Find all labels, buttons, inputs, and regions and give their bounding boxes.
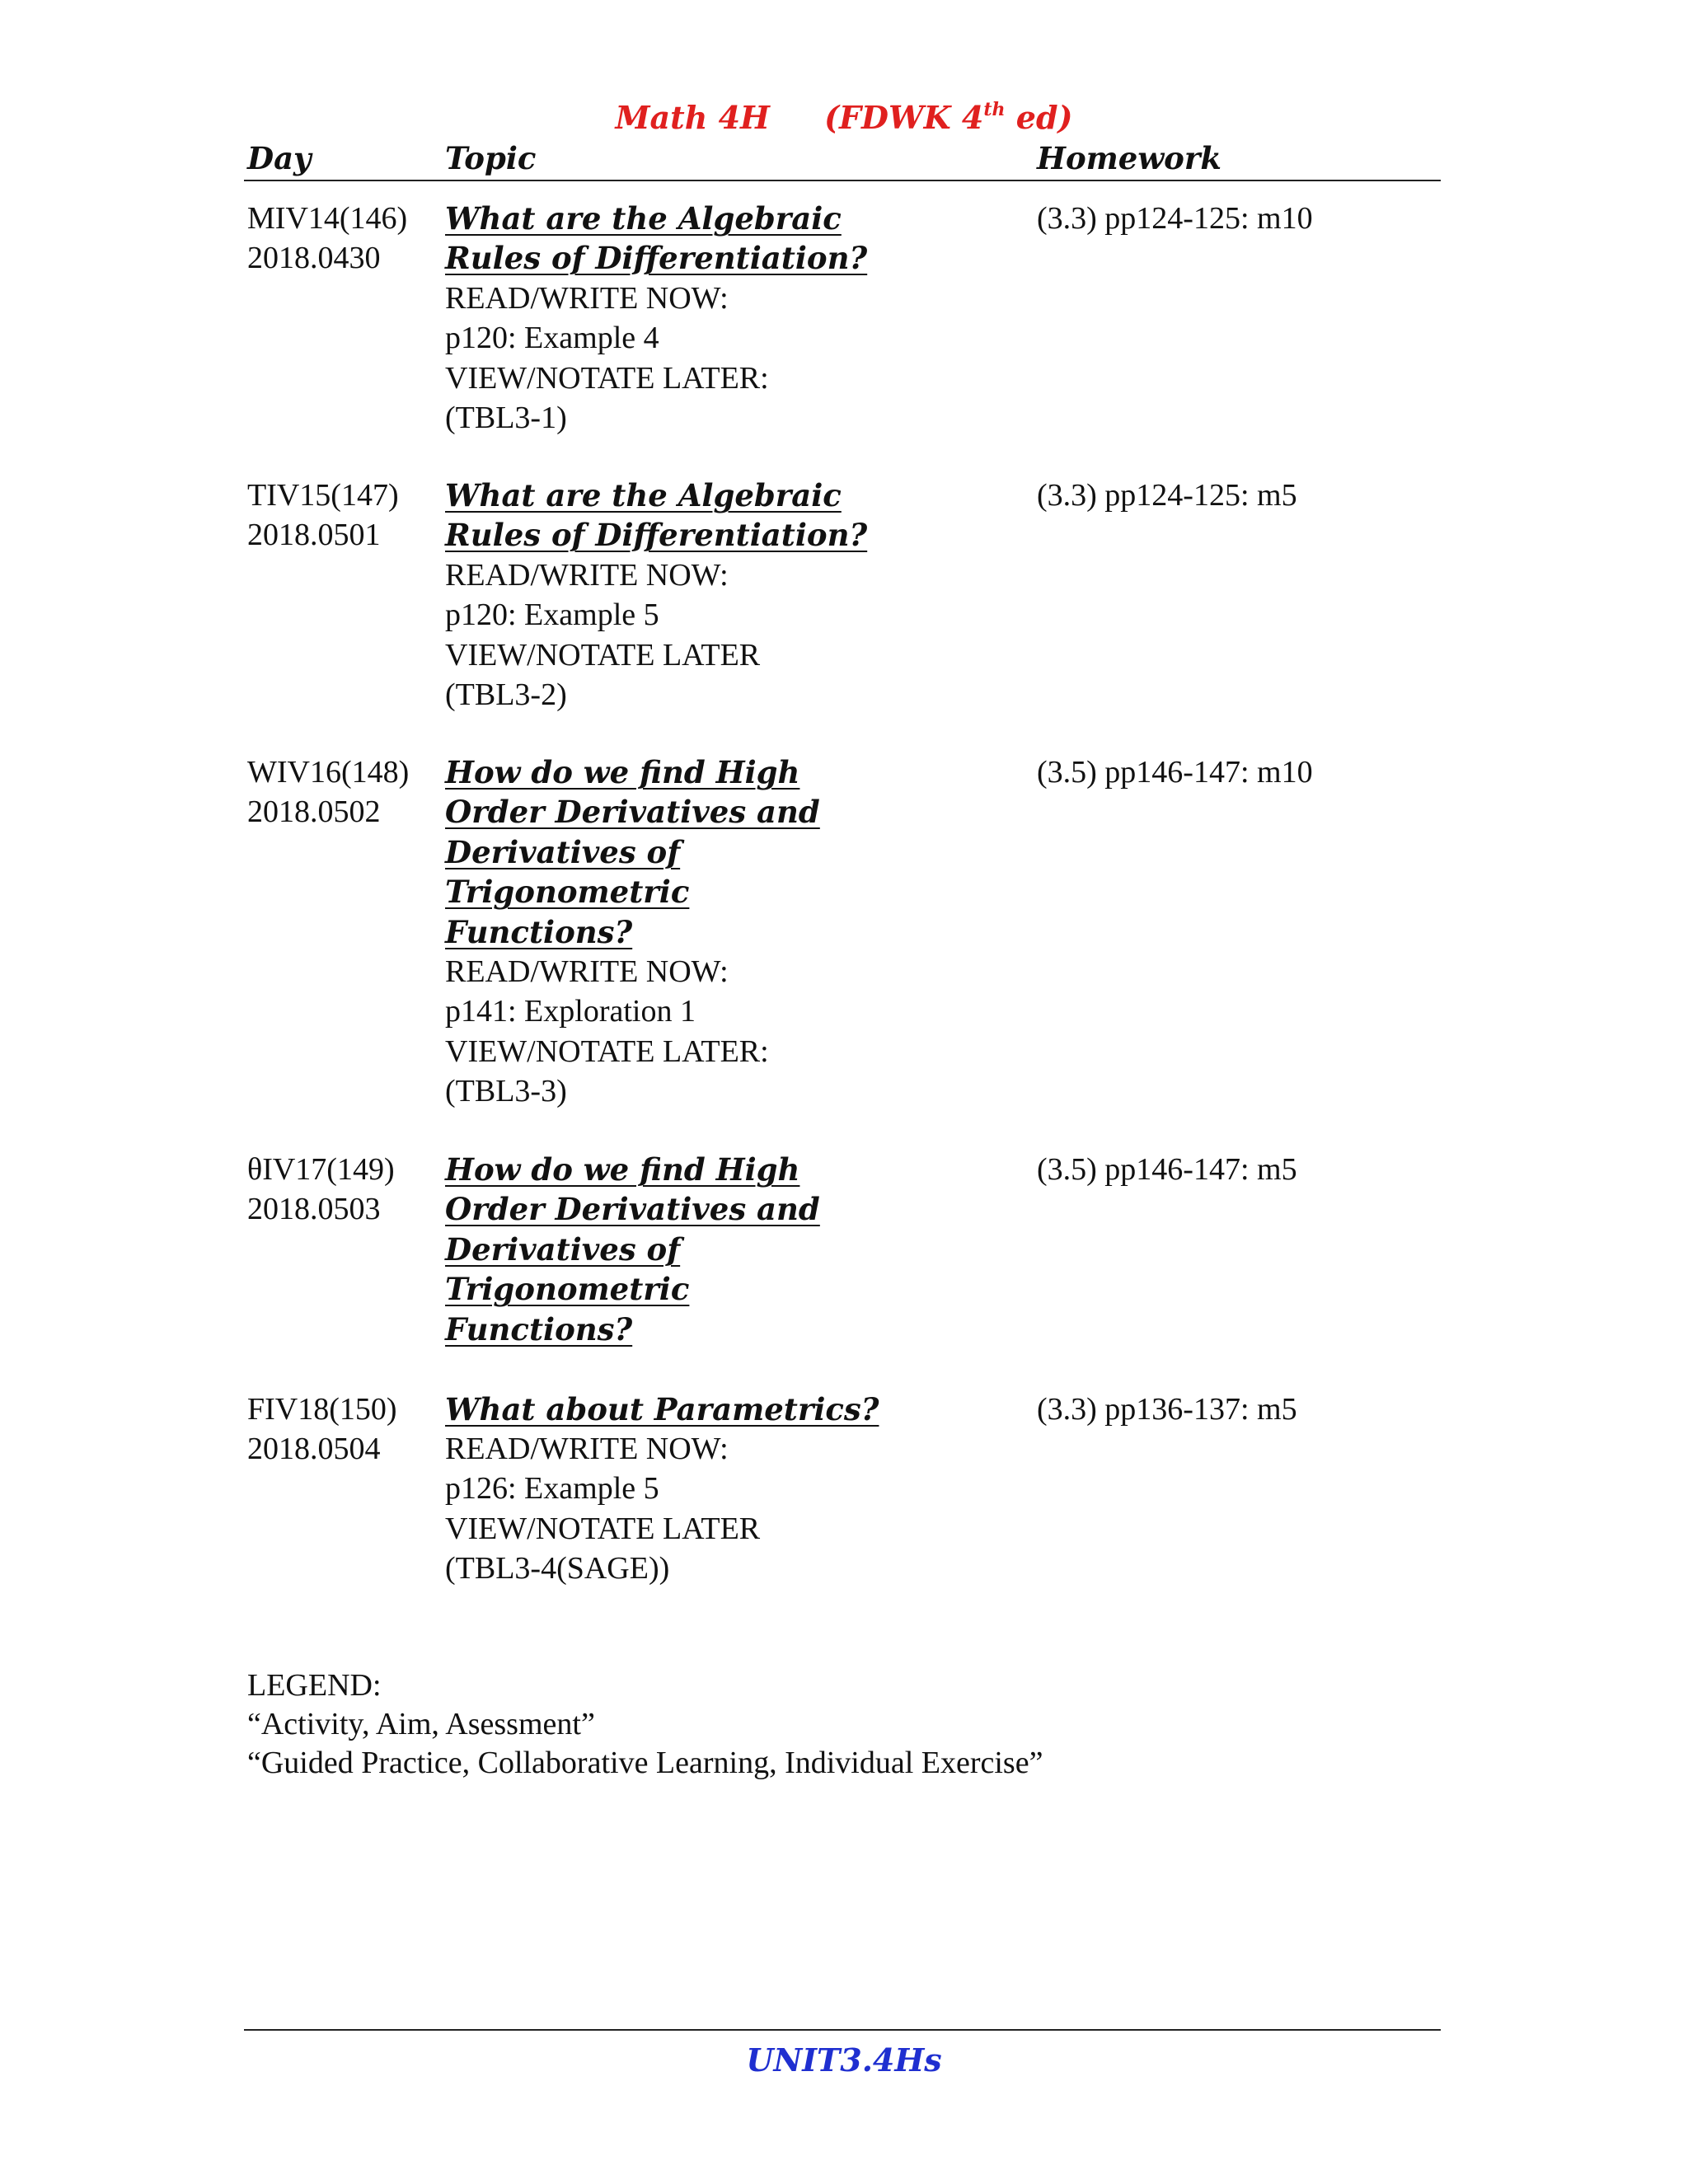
day-date: 2018.0501 <box>247 518 381 552</box>
topic-notes <box>445 279 769 438</box>
topic-question-line: Functions? <box>445 1310 633 1347</box>
day-code: MIV14(146) <box>247 201 408 236</box>
day-code: FIV18(150) <box>247 1392 397 1427</box>
day-code: WIV16(148) <box>247 755 410 790</box>
topic-question-line: What about Parametrics? <box>445 1391 879 1427</box>
note-line: (TBL3-1) <box>445 401 567 436</box>
column-header-topic: Topic <box>445 140 537 176</box>
topic-question-line: Derivatives of <box>445 1230 681 1268</box>
homework-cell: (3.3) pp124-125: m10 <box>1037 201 1313 236</box>
topic-question-line: Order Derivatives and <box>445 1191 820 1228</box>
homework-cell: (3.5) pp146-147: m10 <box>1037 755 1313 790</box>
topic-question-line: Rules of Differentiation? <box>445 517 868 554</box>
day-date: 2018.0502 <box>247 794 381 829</box>
note-line: p126: Example 5 <box>445 1471 659 1507</box>
topic-cell <box>445 752 820 952</box>
day-code: θIV17(149) <box>247 1152 395 1187</box>
topic-notes <box>445 952 769 1112</box>
homework-cell: (3.5) pp146-147: m5 <box>1037 1152 1297 1187</box>
note-line: READ/WRITE NOW: <box>445 1432 729 1466</box>
topic-question-line: Derivatives of <box>445 833 681 870</box>
day-date: 2018.0503 <box>247 1192 381 1226</box>
note-line: p120: Example 5 <box>445 598 659 633</box>
course-title: Math 4H <box>615 99 770 136</box>
page-title <box>0 97 1688 138</box>
note-line: VIEW/NOTATE LATER: <box>445 360 769 396</box>
column-header-homework: Homework <box>1037 140 1221 176</box>
topic-question-line: Rules of Differentiation? <box>445 240 868 277</box>
note-line: READ/WRITE NOW: <box>445 558 729 593</box>
topic-cell <box>445 476 867 555</box>
topic-cell <box>445 1150 820 1349</box>
topic-question-line: What are the Algebraic <box>445 200 842 237</box>
day-date: 2018.0430 <box>247 241 381 275</box>
note-line: VIEW/NOTATE LATER <box>445 1511 761 1546</box>
note-line: READ/WRITE NOW: <box>445 281 729 316</box>
note-line: VIEW/NOTATE LATER <box>445 637 761 673</box>
homework-cell: (3.3) pp136-137: m5 <box>1037 1392 1297 1427</box>
legend-line: “Guided Practice, Collaborative Learning, Individual Exercise” <box>247 1746 1043 1780</box>
topic-question-line: Order Derivatives and <box>445 794 820 831</box>
topic-notes <box>445 555 760 715</box>
column-header-day: Day <box>247 140 312 176</box>
topic-question-line: What are the Algebraic <box>445 477 842 513</box>
topic-question-line: Trigonometric <box>445 874 690 911</box>
unit-footer: UNIT3.4Hs <box>746 2041 942 2079</box>
topic-question-line: Trigonometric <box>445 1271 690 1308</box>
header-divider <box>244 180 1441 181</box>
topic-cell <box>445 199 867 279</box>
topic-question-line: How do we find High <box>445 1151 800 1188</box>
topic-notes <box>445 1429 760 1589</box>
note-line: VIEW/NOTATE LATER: <box>445 1033 769 1069</box>
legend-heading: LEGEND: <box>247 1668 382 1703</box>
note-line: p120: Example 4 <box>445 321 659 356</box>
legend-line: “Activity, Aim, Asessment” <box>247 1707 595 1741</box>
day-code: TIV15(147) <box>247 478 399 513</box>
note-line: READ/WRITE NOW: <box>445 954 729 989</box>
note-line: (TBL3-3) <box>445 1074 567 1109</box>
note-line: (TBL3-2) <box>445 677 567 713</box>
topic-question-line: Functions? <box>445 913 633 950</box>
textbook-edition: (FDWK 4th ed) <box>824 99 1073 136</box>
topic-question-line: How do we find High <box>445 754 800 790</box>
footer-divider <box>244 2029 1441 2031</box>
homework-cell: (3.3) pp124-125: m5 <box>1037 478 1297 513</box>
day-date: 2018.0504 <box>247 1432 381 1466</box>
note-line: (TBL3-4(SAGE)) <box>445 1551 670 1586</box>
topic-cell <box>445 1390 879 1429</box>
note-line: p141: Exploration 1 <box>445 994 696 1029</box>
